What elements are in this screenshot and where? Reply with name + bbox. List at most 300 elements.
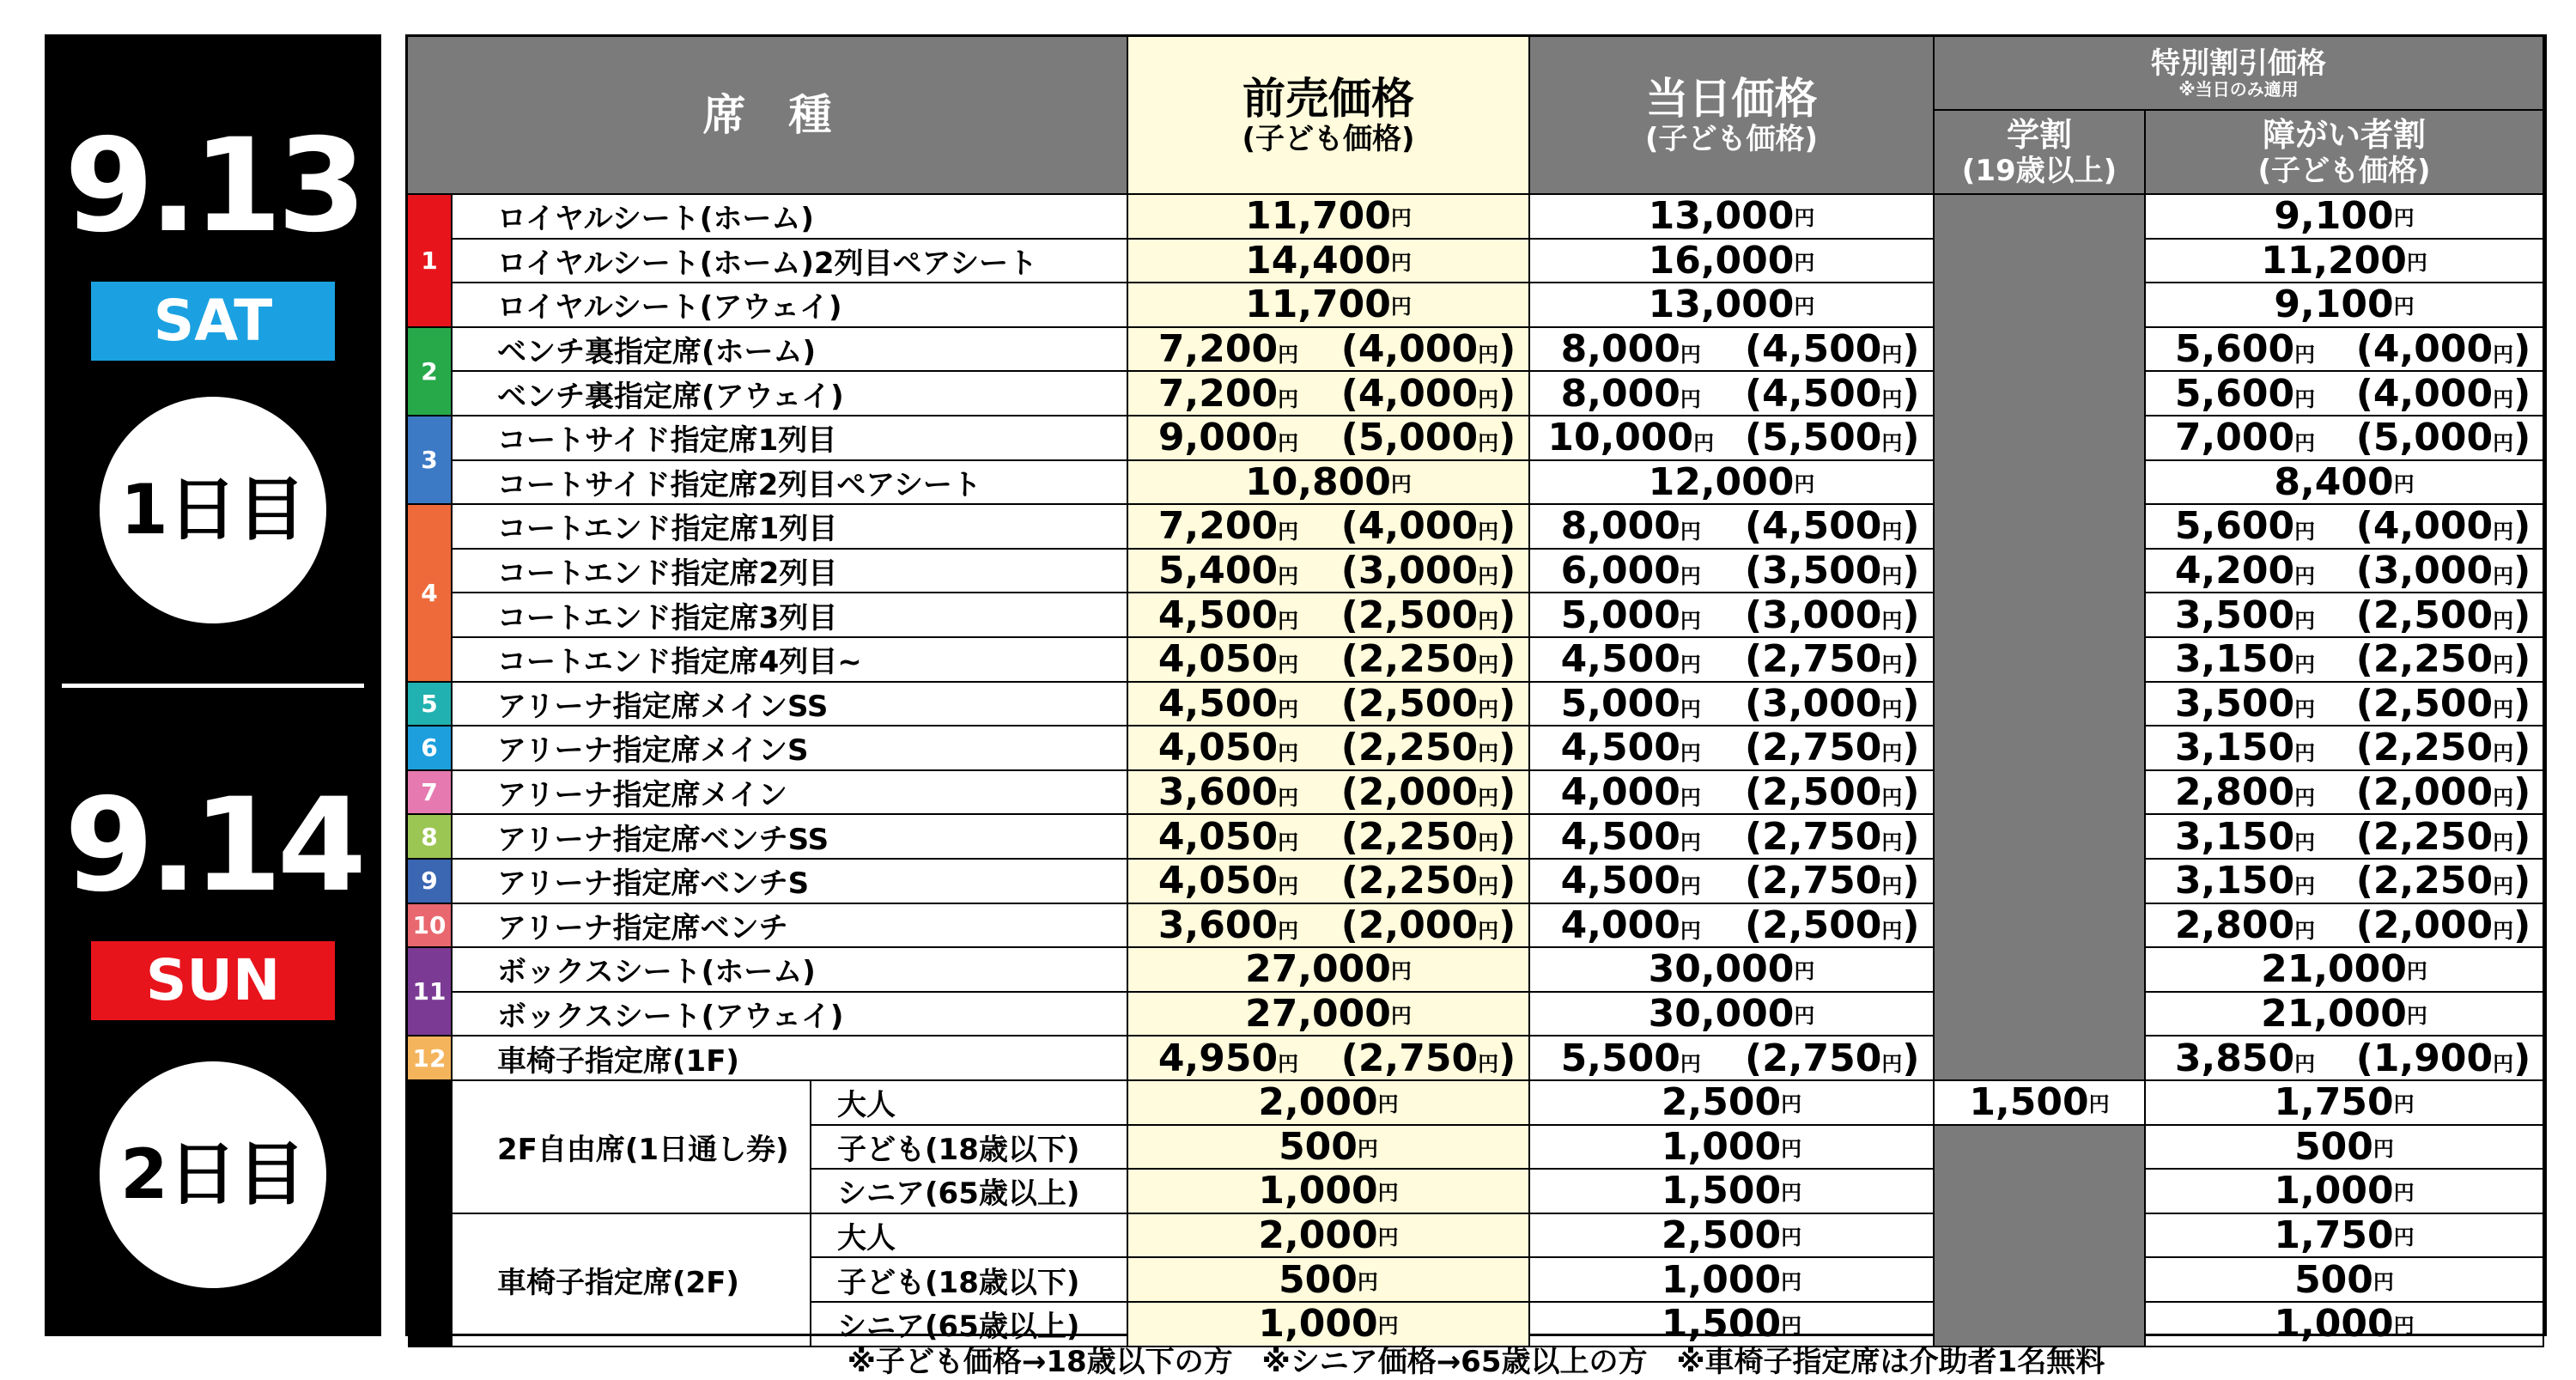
seat-row-name (453, 240, 1128, 284)
presale-cell (1128, 1214, 1530, 1259)
close-paren: ) (2513, 815, 2531, 859)
presale-price: 4,950 (1157, 1037, 1279, 1080)
yen-unit: 円 (2294, 431, 2316, 456)
presale-price: 500 (1279, 1125, 1358, 1169)
presale-cell (1128, 1126, 1530, 1170)
yen-unit: 円 (2493, 343, 2514, 368)
day2-date: 9.14 (64, 771, 362, 921)
free-seat-marker (408, 1081, 453, 1214)
seat-name: アリーナ指定席メイン (497, 778, 787, 813)
yen-unit: 円 (2493, 696, 2514, 721)
seat-row-name (453, 372, 1128, 416)
group-number: 6 (421, 733, 438, 763)
disabled-discount-cell (2146, 550, 2544, 594)
presale-price: 10,800 (1245, 460, 1391, 504)
disabled-discount-cell (2146, 683, 2544, 727)
presale-price: 2,000 (1258, 1213, 1378, 1258)
presale-price: 9,000 (1157, 416, 1279, 460)
seat-row-name (453, 771, 1128, 816)
sameday-child-price: (3,000 (1745, 682, 1882, 726)
yen-unit: 円 (1680, 564, 1701, 589)
presale-cell (1128, 240, 1530, 284)
seat-name: 車椅子指定席(2F) (497, 1265, 739, 1300)
presale-child-price: (2,750 (1340, 1037, 1479, 1080)
sameday-price: 1,500 (1661, 1170, 1782, 1213)
close-paren: ) (2513, 638, 2531, 682)
presale-price: 4,050 (1157, 860, 1279, 903)
disabled-price: 4,200 (2174, 549, 2295, 593)
yen-unit: 円 (1357, 1269, 1378, 1294)
yen-unit: 円 (2493, 520, 2514, 544)
price-table (405, 34, 2547, 1347)
close-paren: ) (1498, 327, 1516, 372)
presale-cell (1128, 550, 1530, 594)
group-10-marker (408, 904, 453, 949)
sameday-cell (1530, 1214, 1935, 1259)
disabled-price: 5,600 (2174, 505, 2295, 549)
presale-child-price: (2,000 (1340, 903, 1479, 947)
sameday-cell (1530, 1126, 1935, 1170)
sameday-child-price: (4,500 (1745, 327, 1882, 372)
sameday-cell (1530, 505, 1935, 550)
presale-cell (1128, 726, 1530, 771)
yen-unit: 円 (1478, 564, 1499, 589)
seat-name: 車椅子指定席(1F) (497, 1043, 739, 1079)
header-seat-label: 席 種 (702, 90, 832, 140)
sameday-child-price: (4,500 (1745, 505, 1882, 549)
sameday-price: 5,000 (1560, 682, 1680, 726)
ticket-type-label: シニア(65歳以上) (837, 1310, 1080, 1345)
disabled-price: 3,500 (2174, 593, 2295, 637)
wheelchair-2f-marker (408, 1214, 453, 1347)
disabled-discount-cell (2146, 283, 2544, 328)
close-paren: ) (1902, 372, 1920, 416)
close-paren: ) (2513, 903, 2531, 947)
yen-unit: 円 (1881, 653, 1903, 678)
header-special-discount (1935, 37, 2544, 111)
yen-unit: 円 (2393, 1092, 2415, 1117)
close-paren: ) (1902, 327, 1920, 372)
group-number: 7 (421, 778, 438, 807)
sameday-cell (1530, 771, 1935, 816)
close-paren: ) (2513, 593, 2531, 637)
yen-unit: 円 (1377, 1314, 1399, 1339)
sameday-child-price: (5,500 (1745, 416, 1882, 460)
sameday-cell (1530, 416, 1935, 461)
sameday-price: 4,500 (1560, 638, 1680, 682)
close-paren: ) (1902, 638, 1920, 682)
sameday-price: 8,000 (1560, 372, 1680, 416)
close-paren: ) (1498, 1037, 1516, 1080)
header-presale-label: 前売価格 (1242, 74, 1414, 124)
disabled-child-price: (5,000 (2355, 416, 2494, 460)
sameday-price: 13,000 (1648, 283, 1795, 327)
yen-unit: 円 (1680, 696, 1701, 721)
sameday-price: 4,000 (1560, 770, 1680, 815)
yen-unit: 円 (2493, 608, 2514, 633)
presale-cell (1128, 638, 1530, 683)
header-sameday-label: 当日価格 (1645, 74, 1818, 124)
disabled-child-price: (2,250 (2355, 815, 2494, 859)
presale-child-price: (2,000 (1340, 770, 1479, 815)
seat-name: アリーナ指定席メインS (497, 733, 809, 769)
close-paren: ) (1498, 505, 1516, 549)
yen-unit: 円 (1881, 830, 1903, 854)
footer-note: ※子ども価格→18歳以下の方 ※シニア価格→65歳以上の方 ※車椅子指定席は介助者1名無料 (847, 1345, 2105, 1379)
yen-unit: 円 (1881, 741, 1903, 766)
presale-child-price: (2,250 (1340, 638, 1479, 682)
disabled-child-price: (4,000 (2355, 505, 2494, 549)
close-paren: ) (2513, 1037, 2531, 1080)
seat-row-name (453, 638, 1128, 683)
header-student (1935, 111, 2146, 195)
sameday-price: 1,500 (1661, 1303, 1782, 1347)
seat-name: コートサイド指定席1列目 (497, 423, 837, 459)
presale-price: 500 (1279, 1258, 1358, 1302)
ticket-type-label: 子ども(18歳以下) (837, 1265, 1080, 1300)
disabled-price: 9,100 (2274, 283, 2394, 327)
sameday-cell (1530, 948, 1935, 993)
yen-unit: 円 (1794, 959, 1815, 984)
presale-price: 7,200 (1157, 372, 1279, 416)
sameday-cell (1530, 372, 1935, 416)
yen-unit: 円 (1881, 386, 1903, 411)
group-5-marker (408, 683, 453, 727)
yen-unit: 円 (1278, 431, 1299, 456)
header-student-label: 学割 (2006, 116, 2072, 154)
yen-unit: 円 (2294, 608, 2316, 633)
ticket-type-label: 大人 (837, 1088, 896, 1123)
seat-row-name (453, 195, 1128, 240)
group-2-marker (408, 328, 453, 416)
disabled-child-price: (3,000 (2355, 549, 2494, 593)
header-seat-type (408, 37, 1128, 195)
sameday-price: 30,000 (1648, 992, 1795, 1037)
header-sameday (1530, 37, 1935, 195)
yen-unit: 円 (2406, 1004, 2427, 1029)
yen-unit: 円 (1278, 696, 1299, 721)
group-number: 3 (421, 446, 438, 475)
close-paren: ) (2513, 416, 2531, 460)
yen-unit: 円 (1278, 343, 1299, 368)
yen-unit: 円 (1390, 471, 1412, 496)
yen-unit: 円 (2294, 520, 2316, 544)
sameday-child-price: (3,000 (1745, 593, 1882, 637)
disabled-discount-cell (2146, 1258, 2544, 1303)
sameday-price: 13,000 (1648, 195, 1795, 239)
disabled-child-price: (2,250 (2355, 726, 2494, 770)
presale-price: 2,000 (1258, 1081, 1378, 1125)
sameday-price: 10,000 (1547, 416, 1694, 460)
disabled-discount-cell (2146, 638, 2544, 683)
presale-cell (1128, 815, 1530, 860)
close-paren: ) (1498, 372, 1516, 416)
student-na-block-lower (1935, 1126, 2146, 1347)
header-disabled-label: 障がい者割 (2262, 116, 2426, 154)
seat-row-name (453, 993, 1128, 1037)
sameday-cell (1530, 815, 1935, 860)
sameday-price: 4,000 (1560, 903, 1680, 947)
presale-price: 27,000 (1245, 992, 1391, 1037)
yen-unit: 円 (1278, 918, 1299, 943)
presale-price: 7,200 (1157, 327, 1279, 372)
group-number: 10 (412, 910, 447, 939)
presale-price: 4,500 (1157, 682, 1279, 726)
header-presale (1128, 37, 1530, 195)
yen-unit: 円 (1794, 250, 1815, 275)
yen-unit: 円 (2393, 295, 2415, 319)
yen-unit: 円 (1278, 564, 1299, 589)
disabled-price: 7,000 (2174, 416, 2295, 460)
close-paren: ) (2513, 505, 2531, 549)
presale-cell (1128, 1037, 1530, 1081)
presale-child-price: (2,250 (1340, 726, 1479, 770)
disabled-price: 2,800 (2174, 770, 2295, 815)
disabled-price: 3,500 (2174, 682, 2295, 726)
group-7-marker (408, 771, 453, 816)
seat-name: ベンチ裏指定席(ホーム) (497, 335, 817, 370)
seat-row-name (453, 904, 1128, 949)
sameday-cell (1530, 1081, 1935, 1126)
yen-unit: 円 (2393, 1314, 2415, 1339)
presale-child-price: (4,000 (1340, 327, 1479, 372)
yen-unit: 円 (1794, 295, 1815, 319)
disabled-discount-cell (2146, 815, 2544, 860)
disabled-discount-cell (2146, 505, 2544, 550)
yen-unit: 円 (1377, 1181, 1399, 1206)
close-paren: ) (1902, 860, 1920, 903)
day2-weekday-badge: SUN (91, 941, 335, 1020)
close-paren: ) (2513, 860, 2531, 903)
ticket-type-label: 子ども(18歳以下) (837, 1132, 1080, 1167)
sameday-cell (1530, 726, 1935, 771)
ticket-type (811, 1126, 1128, 1170)
yen-unit: 円 (1357, 1136, 1378, 1161)
sameday-cell (1530, 1037, 1935, 1081)
presale-cell (1128, 328, 1530, 373)
yen-unit: 円 (2372, 1136, 2394, 1161)
yen-unit: 円 (2294, 564, 2316, 589)
close-paren: ) (1902, 726, 1920, 770)
group-11-marker (408, 948, 453, 1037)
presale-child-price: (2,500 (1340, 593, 1479, 637)
yen-unit: 円 (1478, 1051, 1499, 1076)
yen-unit: 円 (1680, 343, 1701, 368)
sameday-child-price: (2,750 (1745, 860, 1882, 903)
header-sameday-sub: (子ども価格) (1644, 122, 1819, 156)
yen-unit: 円 (2294, 653, 2316, 678)
seat-name: コートエンド指定席1列目 (497, 512, 838, 547)
yen-unit: 円 (1390, 295, 1412, 319)
yen-unit: 円 (1781, 1092, 1802, 1117)
disabled-child-price: (2,500 (2355, 682, 2494, 726)
seat-name: コートエンド指定席3列目 (497, 600, 838, 635)
presale-cell (1128, 771, 1530, 816)
yen-unit: 円 (1377, 1092, 1399, 1117)
sameday-cell (1530, 1170, 1935, 1214)
presale-price: 11,700 (1245, 195, 1391, 239)
sameday-cell (1530, 993, 1935, 1037)
disabled-discount-cell (2146, 771, 2544, 816)
sameday-price: 6,000 (1560, 549, 1680, 593)
presale-child-price: (4,000 (1340, 372, 1479, 416)
group-number: 12 (412, 1043, 447, 1073)
yen-unit: 円 (1478, 431, 1499, 456)
close-paren: ) (2513, 770, 2531, 815)
disabled-child-price: (2,250 (2355, 860, 2494, 903)
yen-unit: 円 (2294, 830, 2316, 854)
disabled-price: 21,000 (2261, 948, 2407, 992)
disabled-discount-cell (2146, 1214, 2544, 1259)
yen-unit: 円 (1390, 1004, 1412, 1029)
disabled-price: 3,150 (2174, 860, 2295, 903)
presale-price: 4,500 (1157, 593, 1279, 637)
disabled-child-price: (4,000 (2355, 327, 2494, 372)
close-paren: ) (1902, 593, 1920, 637)
presale-child-price: (5,000 (1340, 416, 1479, 460)
ticket-type (811, 1170, 1128, 1214)
student-discount-cell (1935, 1081, 2146, 1126)
close-paren: ) (1498, 903, 1516, 947)
yen-unit: 円 (1680, 874, 1701, 899)
presale-child-price: (2,250 (1340, 815, 1479, 859)
yen-unit: 円 (1278, 608, 1299, 633)
sameday-cell (1530, 283, 1935, 328)
sameday-child-price: (2,750 (1745, 726, 1882, 770)
header-disabled-sub: (子ども価格) (2257, 154, 2431, 188)
seat-name: コートエンド指定席4列目~ (497, 645, 862, 680)
student-na-block (1935, 195, 2146, 1081)
ticket-type-label: 大人 (837, 1221, 896, 1256)
yen-unit: 円 (2493, 830, 2514, 854)
ticket-type (811, 1258, 1128, 1303)
disabled-discount-cell (2146, 1126, 2544, 1170)
yen-unit: 円 (1478, 608, 1499, 633)
close-paren: ) (1498, 593, 1516, 637)
close-paren: ) (1498, 638, 1516, 682)
yen-unit: 円 (1680, 1051, 1701, 1076)
disabled-price: 3,150 (2174, 726, 2295, 770)
sameday-price: 8,000 (1560, 327, 1680, 372)
yen-unit: 円 (1794, 1004, 1815, 1029)
presale-price: 4,050 (1157, 638, 1279, 682)
group-9-marker (408, 860, 453, 904)
disabled-discount-cell (2146, 593, 2544, 638)
yen-unit: 円 (1478, 696, 1499, 721)
day2-label-circle: 2日目 (100, 1061, 326, 1288)
presale-price: 3,600 (1157, 903, 1279, 947)
seat-row-name (453, 328, 1128, 373)
disabled-price: 1,750 (2274, 1213, 2394, 1258)
close-paren: ) (1902, 1037, 1920, 1080)
day1-date: 9.13 (64, 112, 362, 261)
seat-name: アリーナ指定席ベンチS (497, 866, 810, 902)
disabled-price: 21,000 (2261, 992, 2407, 1037)
presale-child-price: (3,000 (1340, 549, 1479, 593)
yen-unit: 円 (2493, 564, 2514, 589)
sameday-price: 5,000 (1560, 593, 1680, 637)
yen-unit: 円 (2294, 1051, 2316, 1076)
day1-label-circle: 1日目 (100, 397, 326, 623)
sameday-price: 1,000 (1661, 1125, 1782, 1169)
disabled-price: 8,400 (2274, 460, 2394, 504)
ticket-type (811, 1214, 1128, 1259)
disabled-discount-cell (2146, 1170, 2544, 1214)
yen-unit: 円 (2294, 918, 2316, 943)
presale-price: 1,000 (1258, 1303, 1378, 1347)
presale-cell (1128, 860, 1530, 904)
yen-unit: 円 (1278, 741, 1299, 766)
yen-unit: 円 (1680, 520, 1701, 544)
group-number: 9 (421, 866, 438, 896)
disabled-price: 500 (2294, 1258, 2373, 1302)
presale-child-price: (4,000 (1340, 505, 1479, 549)
presale-price: 4,050 (1157, 726, 1279, 770)
close-paren: ) (1902, 549, 1920, 593)
disabled-discount-cell (2146, 195, 2544, 240)
yen-unit: 円 (2294, 874, 2316, 899)
sameday-cell (1530, 195, 1935, 240)
yen-unit: 円 (1781, 1225, 1802, 1250)
yen-unit: 円 (1881, 343, 1903, 368)
sameday-child-price: (2,500 (1745, 770, 1882, 815)
yen-unit: 円 (2493, 431, 2514, 456)
ticket-type (811, 1081, 1128, 1126)
yen-unit: 円 (2393, 206, 2415, 231)
presale-cell (1128, 1170, 1530, 1214)
yen-unit: 円 (1881, 564, 1903, 589)
sameday-cell (1530, 1258, 1935, 1303)
sameday-price: 4,500 (1560, 815, 1680, 859)
disabled-price: 9,100 (2274, 195, 2394, 239)
seat-name: コートエンド指定席2列目 (497, 556, 838, 592)
presale-cell (1128, 948, 1530, 993)
sameday-child-price: (2,500 (1745, 903, 1882, 947)
yen-unit: 円 (2294, 386, 2316, 411)
yen-unit: 円 (1278, 520, 1299, 544)
sameday-child-price: (4,500 (1745, 372, 1882, 416)
group-4-marker (408, 505, 453, 682)
sameday-cell (1530, 461, 1935, 506)
seat-row-name (453, 593, 1128, 638)
group-8-marker (408, 815, 453, 860)
student-price: 1,500 (1969, 1081, 2089, 1125)
seat-row-name (453, 416, 1128, 461)
yen-unit: 円 (1478, 343, 1499, 368)
yen-unit: 円 (1377, 1225, 1399, 1250)
group-number: 8 (421, 822, 438, 851)
yen-unit: 円 (1881, 608, 1903, 633)
disabled-child-price: (2,500 (2355, 593, 2494, 637)
disabled-price: 5,600 (2174, 327, 2295, 372)
presale-cell (1128, 683, 1530, 727)
ticket-type-label: シニア(65歳以上) (837, 1176, 1080, 1212)
date-panel (45, 34, 381, 1336)
seat-name: ロイヤルシート(アウェイ) (497, 290, 842, 325)
yen-unit: 円 (1680, 918, 1701, 943)
disabled-discount-cell (2146, 328, 2544, 373)
group-number: 5 (421, 689, 438, 718)
ticket-type (811, 1303, 1128, 1347)
yen-unit: 円 (1680, 386, 1701, 411)
yen-unit: 円 (1278, 830, 1299, 854)
yen-unit: 円 (1478, 874, 1499, 899)
seat-row-name (453, 860, 1128, 904)
presale-price: 11,700 (1245, 283, 1391, 327)
disabled-child-price: (4,000 (2355, 372, 2494, 416)
presale-cell (1128, 195, 1530, 240)
close-paren: ) (1498, 416, 1516, 460)
